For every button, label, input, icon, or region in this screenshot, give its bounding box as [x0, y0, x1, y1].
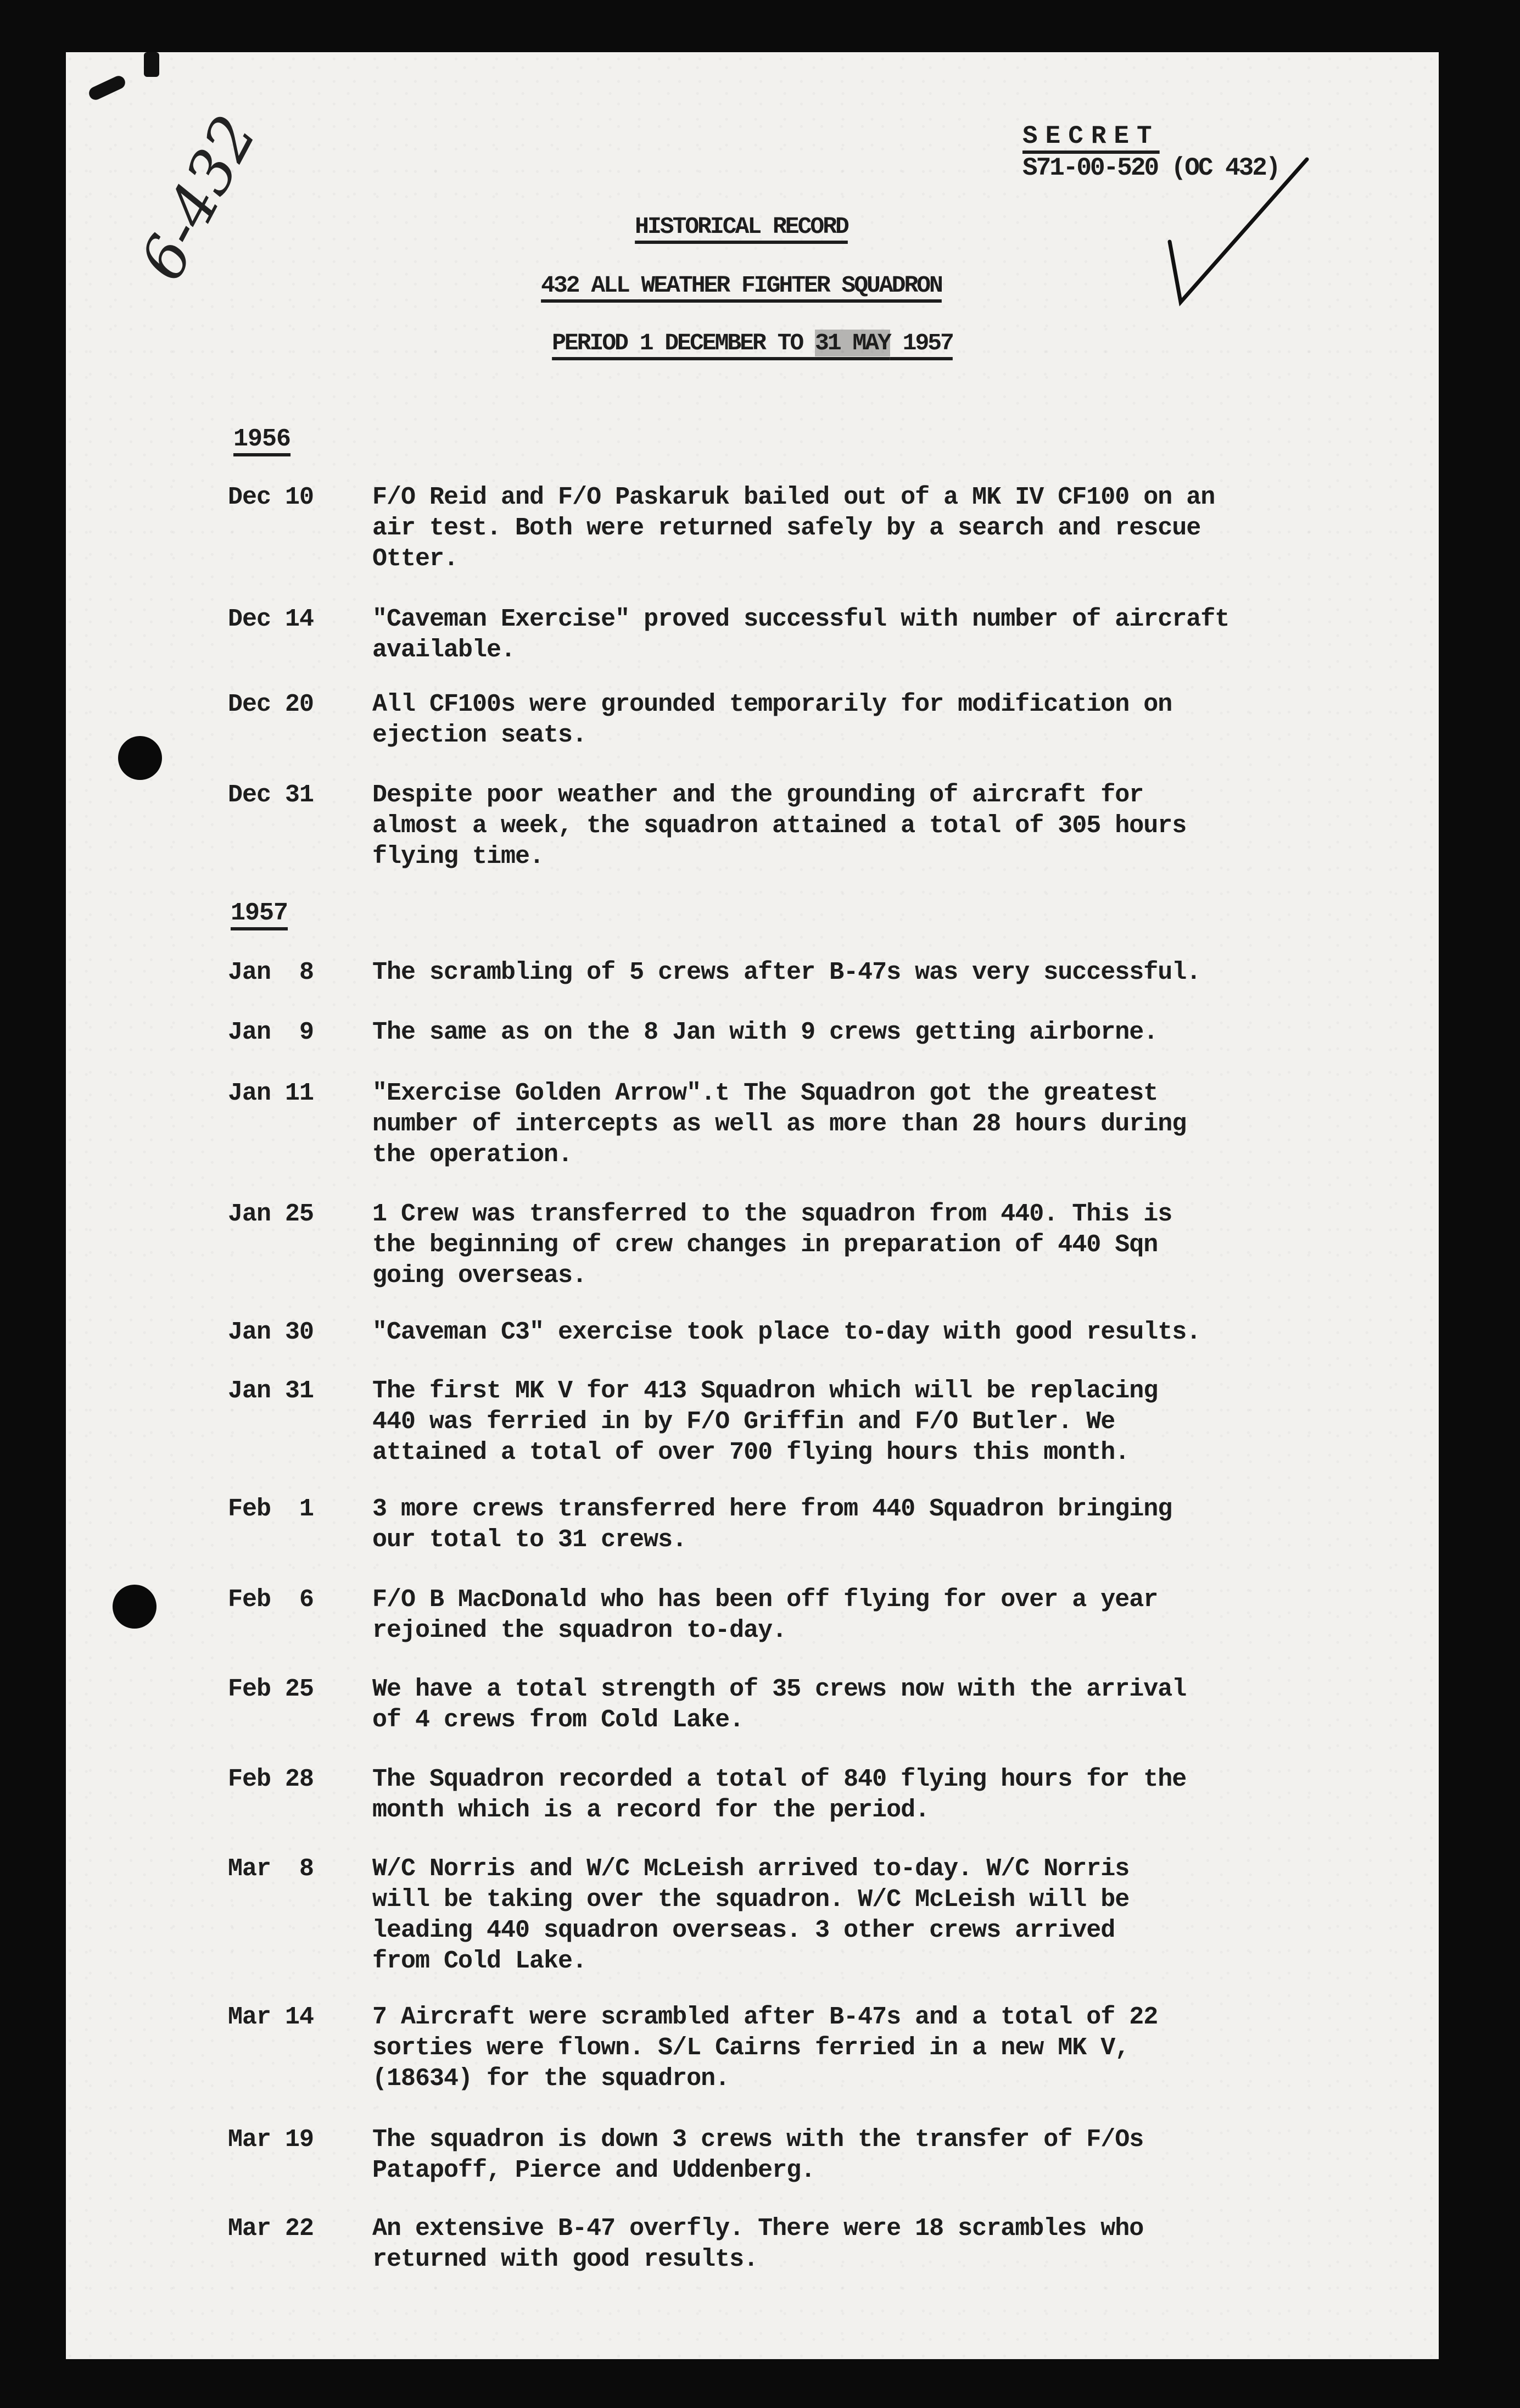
title-squadron: 432 ALL WEATHER FIGHTER SQUADRON [541, 272, 942, 299]
entry-date: Feb 28 [228, 1765, 314, 1793]
entry-text: The first MK V for 413 Squadron which will be replacing 440 was ferried in by F/O Griffin and F/O Butler. We attained a total of over 700 flying hours this month. [372, 1377, 1158, 1467]
entry-text: The scrambling of 5 crews after B-47s was very successful. [372, 958, 1201, 986]
entry-date: Dec 31 [228, 781, 314, 809]
entry-date: Jan 9 [228, 1018, 314, 1046]
entry-date: Jan 31 [228, 1377, 314, 1405]
entry-text: W/C Norris and W/C McLeish arrived to-day. W/C Norris will be taking over the squadron. W/C McLeish will be leading 440 squadron overseas. 3 other crews arrived from Cold Lake. [372, 1855, 1130, 1975]
entry-text: "Caveman Exercise" proved successful with number of aircraft available. [372, 605, 1230, 664]
handwritten-file-number: 6-432 [126, 104, 270, 292]
entry-date: Feb 25 [228, 1675, 314, 1703]
checkmark-icon [1159, 137, 1323, 357]
entry-text: Despite poor weather and the grounding of aircraft for almost a week, the squadron attained a total of 305 hours flying time. [372, 781, 1187, 871]
punch-hole-lower [113, 1585, 157, 1629]
title-historical-record: HISTORICAL RECORD [635, 213, 848, 240]
entry-text: F/O Reid and F/O Paskaruk bailed out of a MK IV CF100 on an air test. Both were returned safely by a search and rescue Otter. [372, 483, 1215, 573]
entry-text: The squadron is down 3 crews with the transfer of F/Os Patapoff, Pierce and Uddenberg. [372, 2126, 1144, 2184]
file-reference: S71-00-520 (OC 432) [1022, 154, 1279, 182]
entry-text: The Squadron recorded a total of 840 flying hours for the month which is a record for the period. [372, 1765, 1187, 1824]
entry-date: Dec 20 [228, 690, 314, 718]
entry-date: Dec 10 [228, 483, 314, 511]
entry-text: "Caveman C3" exercise took place to-day with good results. [372, 1318, 1201, 1346]
title-period-year: 1957 [890, 330, 953, 356]
entry-text: 1 Crew was transferred to the squadron from 440. This is the beginning of crew changes in preparation of 440 Sqn going overseas. [372, 1200, 1172, 1290]
entry-date: Feb 6 [228, 1586, 314, 1614]
checkmark-stroke [1170, 159, 1307, 302]
entry-text: 7 Aircraft were scrambled after B-47s and a total of 22 sorties were flown. S/L Cairns ferried in a new MK V, (18634) for the squadron. [372, 2003, 1158, 2093]
entry-date: Jan 30 [228, 1318, 314, 1346]
entry-text: F/O B MacDonald who has been off flying for over a year rejoined the squadron to-day. [372, 1586, 1158, 1645]
entry-date: Jan 8 [228, 958, 314, 986]
entry-date: Mar 22 [228, 2215, 314, 2243]
entry-text: All CF100s were grounded temporarily for modification on ejection seats. [372, 690, 1172, 749]
entry-text: 3 more crews transferred here from 440 Squadron bringing our total to 31 crews. [372, 1495, 1172, 1554]
entry-text: The same as on the 8 Jan with 9 crews getting airborne. [372, 1018, 1158, 1046]
entry-date: Dec 14 [228, 605, 314, 633]
ink-smudge [144, 52, 159, 77]
entry-text: "Exercise Golden Arrow".t The Squadron got the greatest number of intercepts as well as more than 28 hours during the operation. [372, 1079, 1187, 1169]
entry-text: An extensive B-47 overfly. There were 18 scrambles who returned with good results. [372, 2215, 1144, 2273]
entry-date: Feb 1 [228, 1495, 314, 1523]
entry-date: Jan 11 [228, 1079, 314, 1107]
year-heading-1956: 1956 [233, 425, 291, 453]
entry-date: Jan 25 [228, 1200, 314, 1228]
entry-date: Mar 8 [228, 1855, 314, 1883]
title-period-struck-date: 31 MAY [815, 330, 890, 356]
entry-date: Mar 19 [228, 2126, 314, 2154]
entry-date: Mar 14 [228, 2003, 314, 2031]
year-heading-1957: 1957 [231, 899, 288, 927]
entry-text: We have a total strength of 35 crews now with the arrival of 4 crews from Cold Lake. [372, 1675, 1187, 1734]
title-period-prefix: PERIOD 1 DECEMBER TO [552, 330, 815, 356]
title-period [461, 328, 1043, 359]
punch-hole-upper [118, 736, 162, 780]
classification-label: SECRET [1022, 122, 1160, 150]
